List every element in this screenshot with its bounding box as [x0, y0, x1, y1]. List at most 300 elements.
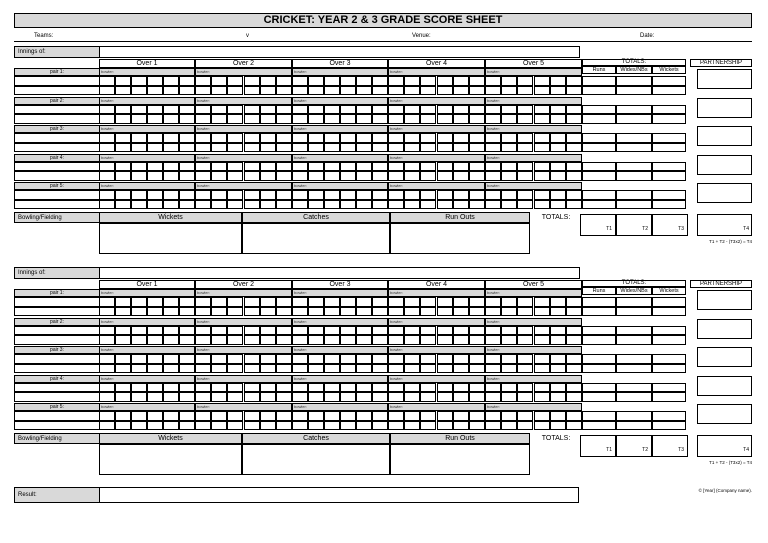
inn2-ball-cell-5-3-0-4[interactable] [356, 411, 372, 421]
inn2-ball-cell-1-5-0-2[interactable] [517, 297, 533, 307]
inn2-ball-cell-1-3-0-1[interactable] [308, 297, 324, 307]
inn1-ball-cell-5-5-1-4[interactable] [550, 200, 566, 210]
inn2-ball-cell-5-4-1-3[interactable] [437, 421, 453, 431]
inn1-batter-a-1[interactable] [14, 76, 100, 86]
inn1-ball-cell-1-4-1-1[interactable] [404, 86, 420, 96]
inn2-ball-cell-2-3-1-5[interactable] [372, 335, 388, 345]
inn1-ball-cell-5-4-1-2[interactable] [420, 200, 436, 210]
inn1-ball-cell-3-5-0-1[interactable] [501, 133, 517, 143]
inn1-ball-cell-3-1-0-0[interactable] [99, 133, 115, 143]
inn2-ball-cell-2-2-1-5[interactable] [276, 335, 292, 345]
inn1-ball-cell-4-5-1-4[interactable] [550, 171, 566, 181]
inn2-batter-a-1[interactable] [14, 297, 100, 307]
inn2-ball-cell-4-4-1-2[interactable] [420, 392, 436, 402]
inn2-ball-cell-3-2-1-0[interactable] [195, 364, 211, 374]
inn1-total-b-2-0[interactable] [582, 114, 616, 124]
inn1-ball-cell-4-5-0-1[interactable] [501, 162, 517, 172]
inn1-ball-cell-2-3-0-4[interactable] [356, 105, 372, 115]
inn1-ball-cell-1-5-1-3[interactable] [534, 86, 550, 96]
inn1-ball-cell-3-3-1-3[interactable] [340, 143, 356, 153]
inn2-ball-cell-3-5-0-4[interactable] [550, 354, 566, 364]
inn2-ball-cell-2-2-0-1[interactable] [211, 326, 227, 336]
inn1-ball-cell-1-1-0-0[interactable] [99, 76, 115, 86]
inn1-ball-cell-2-5-0-4[interactable] [550, 105, 566, 115]
inn1-ball-cell-5-5-1-5[interactable] [566, 200, 582, 210]
inn2-ball-cell-1-1-1-1[interactable] [115, 307, 131, 317]
inn2-total-b-1-0[interactable] [582, 307, 616, 317]
inn1-ball-cell-4-3-1-2[interactable] [324, 171, 340, 181]
inn1-ball-cell-2-1-0-3[interactable] [147, 105, 163, 115]
inn1-total-b-5-1[interactable] [616, 200, 652, 210]
inn1-ball-cell-3-1-0-1[interactable] [115, 133, 131, 143]
inn1-ball-cell-3-5-1-2[interactable] [517, 143, 533, 153]
inn2-total-b-3-2[interactable] [652, 364, 686, 374]
inn1-ball-cell-1-5-1-2[interactable] [517, 86, 533, 96]
inn2-ball-cell-5-2-0-2[interactable] [227, 411, 243, 421]
inn2-total-a-3-1[interactable] [616, 354, 652, 364]
inn1-ball-cell-5-1-0-0[interactable] [99, 190, 115, 200]
inn1-ball-cell-1-4-1-2[interactable] [420, 86, 436, 96]
inn1-ball-cell-3-3-0-0[interactable] [292, 133, 308, 143]
inn1-ball-cell-5-3-1-3[interactable] [340, 200, 356, 210]
inn1-ball-cell-2-5-1-4[interactable] [550, 114, 566, 124]
inn2-ball-cell-4-5-1-4[interactable] [550, 392, 566, 402]
inn2-ball-cell-3-5-1-2[interactable] [517, 364, 533, 374]
inn2-ball-cell-4-2-0-5[interactable] [276, 383, 292, 393]
inn1-ball-cell-4-2-0-2[interactable] [227, 162, 243, 172]
inn2-ball-cell-1-1-0-2[interactable] [131, 297, 147, 307]
inn1-total-a-3-1[interactable] [616, 133, 652, 143]
inn1-ball-cell-5-2-0-3[interactable] [244, 190, 260, 200]
inn2-ball-cell-1-2-0-4[interactable] [260, 297, 276, 307]
inn1-ball-cell-3-3-0-1[interactable] [308, 133, 324, 143]
inn2-ball-cell-5-5-1-0[interactable] [485, 421, 501, 431]
inn1-ball-cell-1-2-0-0[interactable] [195, 76, 211, 86]
inn2-ball-cell-1-4-1-5[interactable] [469, 307, 485, 317]
inn1-ball-cell-3-2-0-1[interactable] [211, 133, 227, 143]
inn1-ball-cell-1-2-1-5[interactable] [276, 86, 292, 96]
inn1-ball-cell-4-4-1-3[interactable] [437, 171, 453, 181]
inn2-batter-b-3[interactable] [14, 364, 100, 374]
inn1-ball-cell-1-2-1-0[interactable] [195, 86, 211, 96]
inn2-ball-cell-3-4-0-2[interactable] [420, 354, 436, 364]
inn1-ball-cell-4-4-1-1[interactable] [404, 171, 420, 181]
inn2-batter-a-4[interactable] [14, 383, 100, 393]
inn2-ball-cell-3-1-0-3[interactable] [147, 354, 163, 364]
inn1-ball-cell-1-2-1-4[interactable] [260, 86, 276, 96]
inn2-ball-cell-5-5-0-4[interactable] [550, 411, 566, 421]
inn1-ball-cell-3-1-1-0[interactable] [99, 143, 115, 153]
inn2-ball-cell-5-3-1-3[interactable] [340, 421, 356, 431]
inn2-ball-cell-1-5-1-4[interactable] [550, 307, 566, 317]
inn1-ball-cell-3-4-1-3[interactable] [437, 143, 453, 153]
inn1-ball-cell-3-2-1-2[interactable] [227, 143, 243, 153]
inn2-ball-cell-4-1-0-5[interactable] [179, 383, 195, 393]
inn2-ball-cell-5-2-0-1[interactable] [211, 411, 227, 421]
inn1-ball-cell-5-3-0-0[interactable] [292, 190, 308, 200]
inn1-ball-cell-3-2-1-5[interactable] [276, 143, 292, 153]
inn1-ball-cell-4-5-1-2[interactable] [517, 171, 533, 181]
inn2-ball-cell-5-2-0-0[interactable] [195, 411, 211, 421]
inn1-ball-cell-3-5-0-0[interactable] [485, 133, 501, 143]
inn1-ball-cell-3-1-1-1[interactable] [115, 143, 131, 153]
inn1-ball-cell-4-3-0-4[interactable] [356, 162, 372, 172]
inn1-ball-cell-5-1-0-4[interactable] [163, 190, 179, 200]
inn1-ball-cell-4-5-1-3[interactable] [534, 171, 550, 181]
inn1-ball-cell-4-1-1-3[interactable] [147, 171, 163, 181]
inn1-ball-cell-2-1-1-3[interactable] [147, 114, 163, 124]
inn1-total-b-5-0[interactable] [582, 200, 616, 210]
inn2-ball-cell-5-4-1-0[interactable] [388, 421, 404, 431]
inn1-ball-cell-1-1-0-5[interactable] [179, 76, 195, 86]
inn1-ball-cell-2-4-0-0[interactable] [388, 105, 404, 115]
inn1-ball-cell-4-3-1-4[interactable] [356, 171, 372, 181]
inn2-ball-cell-1-4-0-0[interactable] [388, 297, 404, 307]
inn1-ball-cell-1-3-0-2[interactable] [324, 76, 340, 86]
inn1-ball-cell-2-5-1-2[interactable] [517, 114, 533, 124]
inn1-ball-cell-5-2-1-3[interactable] [244, 200, 260, 210]
inn2-ball-cell-2-5-0-4[interactable] [550, 326, 566, 336]
inn1-ball-cell-3-2-0-4[interactable] [260, 133, 276, 143]
inn1-ball-cell-3-3-0-2[interactable] [324, 133, 340, 143]
inn2-ball-cell-2-2-1-3[interactable] [244, 335, 260, 345]
inn2-ball-cell-4-4-0-4[interactable] [453, 383, 469, 393]
inn1-ball-cell-4-4-0-2[interactable] [420, 162, 436, 172]
inn2-ball-cell-2-5-0-1[interactable] [501, 326, 517, 336]
inn1-ball-cell-5-4-1-1[interactable] [404, 200, 420, 210]
inn2-ball-cell-2-1-1-2[interactable] [131, 335, 147, 345]
inn2-ball-cell-1-1-0-3[interactable] [147, 297, 163, 307]
inn2-batter-a-2[interactable] [14, 326, 100, 336]
inn2-ball-cell-3-3-0-4[interactable] [356, 354, 372, 364]
inn2-ball-cell-3-2-1-1[interactable] [211, 364, 227, 374]
inn1-ball-cell-1-1-1-3[interactable] [147, 86, 163, 96]
inn2-ball-cell-3-3-0-0[interactable] [292, 354, 308, 364]
inn2-ball-cell-5-3-1-1[interactable] [308, 421, 324, 431]
inn1-ball-cell-3-2-1-4[interactable] [260, 143, 276, 153]
inn2-ball-cell-1-2-1-4[interactable] [260, 307, 276, 317]
inn1-ball-cell-4-3-1-5[interactable] [372, 171, 388, 181]
inn2-ball-cell-3-2-0-5[interactable] [276, 354, 292, 364]
inn1-ball-cell-5-3-1-5[interactable] [372, 200, 388, 210]
inn1-ball-cell-1-2-0-5[interactable] [276, 76, 292, 86]
inn1-ball-cell-5-4-0-5[interactable] [469, 190, 485, 200]
inn1-ball-cell-2-1-1-5[interactable] [179, 114, 195, 124]
inn1-ball-cell-5-4-0-4[interactable] [453, 190, 469, 200]
inn2-ball-cell-1-5-1-0[interactable] [485, 307, 501, 317]
inn2-ball-cell-2-1-0-0[interactable] [99, 326, 115, 336]
inn1-ball-cell-2-2-1-3[interactable] [244, 114, 260, 124]
inn2-total-a-5-1[interactable] [616, 411, 652, 421]
inn1-ball-cell-2-4-0-2[interactable] [420, 105, 436, 115]
inn1-ball-cell-2-2-1-2[interactable] [227, 114, 243, 124]
inn2-ball-cell-1-2-0-5[interactable] [276, 297, 292, 307]
inn2-total-b-2-2[interactable] [652, 335, 686, 345]
inn2-ball-cell-1-3-0-0[interactable] [292, 297, 308, 307]
inn2-ball-cell-1-3-1-0[interactable] [292, 307, 308, 317]
inn2-ball-cell-5-3-0-1[interactable] [308, 411, 324, 421]
inn2-ball-cell-5-1-1-4[interactable] [163, 421, 179, 431]
inn2-ball-cell-3-1-1-2[interactable] [131, 364, 147, 374]
inn1-ball-cell-5-1-1-2[interactable] [131, 200, 147, 210]
inn2-ball-cell-1-5-0-0[interactable] [485, 297, 501, 307]
inn2-ball-cell-1-4-0-1[interactable] [404, 297, 420, 307]
inn1-total-a-3-2[interactable] [652, 133, 686, 143]
inn1-ball-cell-4-1-0-2[interactable] [131, 162, 147, 172]
inn1-ball-cell-5-2-1-2[interactable] [227, 200, 243, 210]
inn1-ball-cell-4-1-1-0[interactable] [99, 171, 115, 181]
inn2-ball-cell-1-4-0-5[interactable] [469, 297, 485, 307]
inn1-ball-cell-5-3-0-3[interactable] [340, 190, 356, 200]
inn2-ball-cell-5-4-0-5[interactable] [469, 411, 485, 421]
inn2-ball-cell-4-4-0-1[interactable] [404, 383, 420, 393]
inn2-partnership-box-2[interactable] [697, 319, 752, 339]
inn2-ball-cell-1-4-1-3[interactable] [437, 307, 453, 317]
inn2-ball-cell-2-5-1-2[interactable] [517, 335, 533, 345]
inn2-ball-cell-1-5-1-3[interactable] [534, 307, 550, 317]
inn2-ball-cell-5-2-0-5[interactable] [276, 411, 292, 421]
inn2-ball-cell-2-5-1-4[interactable] [550, 335, 566, 345]
inn1-total-a-4-1[interactable] [616, 162, 652, 172]
inn1-ball-cell-4-4-1-2[interactable] [420, 171, 436, 181]
inn1-ball-cell-2-2-1-4[interactable] [260, 114, 276, 124]
inn1-batter-b-2[interactable] [14, 114, 100, 124]
inn1-ball-cell-4-5-0-5[interactable] [566, 162, 582, 172]
inn2-ball-cell-1-2-1-1[interactable] [211, 307, 227, 317]
inn1-ball-cell-5-5-1-0[interactable] [485, 200, 501, 210]
inn2-ball-cell-1-3-1-1[interactable] [308, 307, 324, 317]
inn1-ball-cell-3-5-0-5[interactable] [566, 133, 582, 143]
inn1-ball-cell-3-5-0-2[interactable] [517, 133, 533, 143]
inn2-ball-cell-5-1-0-0[interactable] [99, 411, 115, 421]
inn1-ball-cell-1-1-0-2[interactable] [131, 76, 147, 86]
inn1-total-a-3-0[interactable] [582, 133, 616, 143]
inn2-ball-cell-3-3-1-5[interactable] [372, 364, 388, 374]
inn1-ball-cell-2-2-0-3[interactable] [244, 105, 260, 115]
inn2-ball-cell-3-2-0-2[interactable] [227, 354, 243, 364]
inn2-partnership-box-4[interactable] [697, 376, 752, 396]
inn1-ball-cell-5-2-0-5[interactable] [276, 190, 292, 200]
inn1-ball-cell-5-2-1-5[interactable] [276, 200, 292, 210]
inn2-ball-cell-3-1-0-4[interactable] [163, 354, 179, 364]
inn1-partnership-box-1[interactable] [697, 69, 752, 89]
inn2-ball-cell-2-5-0-5[interactable] [566, 326, 582, 336]
inn1-ball-cell-1-1-0-3[interactable] [147, 76, 163, 86]
inn1-ball-cell-1-5-0-2[interactable] [517, 76, 533, 86]
inn2-ball-cell-1-3-1-5[interactable] [372, 307, 388, 317]
inn1-total-a-1-2[interactable] [652, 76, 686, 86]
inn2-ball-cell-5-5-0-5[interactable] [566, 411, 582, 421]
inn1-ball-cell-3-3-0-3[interactable] [340, 133, 356, 143]
result-field[interactable] [99, 487, 579, 503]
inn2-ball-cell-5-3-0-0[interactable] [292, 411, 308, 421]
inn2-total-b-2-0[interactable] [582, 335, 616, 345]
inn2-ball-cell-4-2-0-1[interactable] [211, 383, 227, 393]
inn2-total-b-4-2[interactable] [652, 392, 686, 402]
inn1-ball-cell-1-3-1-2[interactable] [324, 86, 340, 96]
inn2-ball-cell-3-1-0-2[interactable] [131, 354, 147, 364]
inn1-ball-cell-2-1-0-1[interactable] [115, 105, 131, 115]
inn2-ball-cell-3-1-1-0[interactable] [99, 364, 115, 374]
inn1-ball-cell-2-2-0-5[interactable] [276, 105, 292, 115]
inn2-ball-cell-2-3-0-0[interactable] [292, 326, 308, 336]
inn1-ball-cell-3-2-1-3[interactable] [244, 143, 260, 153]
inn2-ball-cell-3-2-1-5[interactable] [276, 364, 292, 374]
inn1-ball-cell-4-4-0-1[interactable] [404, 162, 420, 172]
inn2-ball-cell-5-2-1-0[interactable] [195, 421, 211, 431]
inn2-ball-cell-2-3-0-5[interactable] [372, 326, 388, 336]
inn1-ball-cell-4-2-1-0[interactable] [195, 171, 211, 181]
inn1-ball-cell-2-1-0-2[interactable] [131, 105, 147, 115]
inn2-total-b-1-1[interactable] [616, 307, 652, 317]
inn1-total-a-5-2[interactable] [652, 190, 686, 200]
inn1-ball-cell-3-1-0-4[interactable] [163, 133, 179, 143]
inn2-ball-cell-4-5-0-5[interactable] [566, 383, 582, 393]
inn2-ball-cell-3-4-1-5[interactable] [469, 364, 485, 374]
inn1-ball-cell-1-3-0-5[interactable] [372, 76, 388, 86]
inn1-ball-cell-1-1-0-1[interactable] [115, 76, 131, 86]
inn2-ball-cell-5-2-0-4[interactable] [260, 411, 276, 421]
inn1-partnership-box-3[interactable] [697, 126, 752, 146]
inn2-ball-cell-1-4-1-0[interactable] [388, 307, 404, 317]
inn1-total-b-4-0[interactable] [582, 171, 616, 181]
inn1-ball-cell-2-3-0-1[interactable] [308, 105, 324, 115]
inn2-ball-cell-2-1-1-3[interactable] [147, 335, 163, 345]
inn1-ball-cell-4-2-1-4[interactable] [260, 171, 276, 181]
inn2-ball-cell-2-1-0-5[interactable] [179, 326, 195, 336]
inn2-ball-cell-1-2-0-0[interactable] [195, 297, 211, 307]
inn2-ball-cell-3-5-0-1[interactable] [501, 354, 517, 364]
inn2-ball-cell-2-4-0-3[interactable] [437, 326, 453, 336]
inn2-total-a-5-2[interactable] [652, 411, 686, 421]
inn1-ball-cell-4-3-0-0[interactable] [292, 162, 308, 172]
inn2-ball-cell-5-1-0-3[interactable] [147, 411, 163, 421]
inn1-ball-cell-5-1-1-1[interactable] [115, 200, 131, 210]
inn2-total-b-5-0[interactable] [582, 421, 616, 431]
inn1-ball-cell-5-2-0-2[interactable] [227, 190, 243, 200]
inn1-ball-cell-3-5-1-1[interactable] [501, 143, 517, 153]
inn2-ball-cell-2-2-1-0[interactable] [195, 335, 211, 345]
inn2-partnership-box-5[interactable] [697, 404, 752, 424]
inn2-ball-cell-2-5-1-3[interactable] [534, 335, 550, 345]
inn1-ball-cell-2-3-0-5[interactable] [372, 105, 388, 115]
inn2-ball-cell-1-2-0-2[interactable] [227, 297, 243, 307]
inn2-ball-cell-5-2-1-5[interactable] [276, 421, 292, 431]
inn1-ball-cell-4-3-0-5[interactable] [372, 162, 388, 172]
inn2-total-a-5-0[interactable] [582, 411, 616, 421]
inn2-total-b-5-2[interactable] [652, 421, 686, 431]
inn1-ball-cell-5-3-1-1[interactable] [308, 200, 324, 210]
inn2-ball-cell-4-5-0-1[interactable] [501, 383, 517, 393]
inn2-ball-cell-4-4-1-1[interactable] [404, 392, 420, 402]
inn2-ball-cell-4-3-0-5[interactable] [372, 383, 388, 393]
inn1-ball-cell-1-5-0-5[interactable] [566, 76, 582, 86]
inn1-partnership-box-5[interactable] [697, 183, 752, 203]
inn2-ball-cell-3-1-1-3[interactable] [147, 364, 163, 374]
inn1-ball-cell-4-5-1-1[interactable] [501, 171, 517, 181]
inn2-ball-cell-1-2-1-0[interactable] [195, 307, 211, 317]
inn2-ball-cell-3-5-0-0[interactable] [485, 354, 501, 364]
inn1-batter-b-5[interactable] [14, 200, 100, 210]
inn2-ball-cell-4-2-1-2[interactable] [227, 392, 243, 402]
inn2-ball-cell-5-4-1-4[interactable] [453, 421, 469, 431]
inn2-ball-cell-3-3-1-3[interactable] [340, 364, 356, 374]
inn2-fielding-box-1[interactable] [242, 444, 390, 475]
inn2-ball-cell-5-5-0-1[interactable] [501, 411, 517, 421]
inn1-ball-cell-5-4-1-4[interactable] [453, 200, 469, 210]
inn1-ball-cell-1-5-0-1[interactable] [501, 76, 517, 86]
inn2-ball-cell-3-4-1-2[interactable] [420, 364, 436, 374]
inn1-ball-cell-2-3-0-3[interactable] [340, 105, 356, 115]
inn1-ball-cell-4-3-0-2[interactable] [324, 162, 340, 172]
inn1-ball-cell-2-5-0-1[interactable] [501, 105, 517, 115]
inn1-ball-cell-3-3-1-2[interactable] [324, 143, 340, 153]
inn2-ball-cell-5-3-1-2[interactable] [324, 421, 340, 431]
inn2-ball-cell-4-5-1-1[interactable] [501, 392, 517, 402]
inn2-total-a-2-0[interactable] [582, 326, 616, 336]
inn2-ball-cell-2-3-1-1[interactable] [308, 335, 324, 345]
inn1-total-b-1-2[interactable] [652, 86, 686, 96]
inn1-ball-cell-5-1-0-5[interactable] [179, 190, 195, 200]
inn2-ball-cell-5-1-0-1[interactable] [115, 411, 131, 421]
inn2-ball-cell-3-3-0-5[interactable] [372, 354, 388, 364]
inn2-ball-cell-4-3-1-2[interactable] [324, 392, 340, 402]
inn2-total-a-3-0[interactable] [582, 354, 616, 364]
inn1-ball-cell-4-4-1-0[interactable] [388, 171, 404, 181]
inn2-ball-cell-4-1-1-5[interactable] [179, 392, 195, 402]
inn1-ball-cell-4-5-0-0[interactable] [485, 162, 501, 172]
inn1-ball-cell-4-5-1-0[interactable] [485, 171, 501, 181]
inn2-ball-cell-1-3-1-2[interactable] [324, 307, 340, 317]
inn1-ball-cell-4-1-1-4[interactable] [163, 171, 179, 181]
inn1-ball-cell-4-1-0-4[interactable] [163, 162, 179, 172]
inn1-ball-cell-2-1-0-0[interactable] [99, 105, 115, 115]
inn1-total-a-2-2[interactable] [652, 105, 686, 115]
inn1-ball-cell-5-3-0-5[interactable] [372, 190, 388, 200]
inn1-ball-cell-3-5-0-3[interactable] [534, 133, 550, 143]
inn2-ball-cell-4-5-1-3[interactable] [534, 392, 550, 402]
inn2-total-b-5-1[interactable] [616, 421, 652, 431]
inn2-ball-cell-3-4-1-1[interactable] [404, 364, 420, 374]
inn1-ball-cell-1-4-1-4[interactable] [453, 86, 469, 96]
inn2-batter-a-3[interactable] [14, 354, 100, 364]
inn1-ball-cell-4-5-0-3[interactable] [534, 162, 550, 172]
inn2-ball-cell-3-5-1-4[interactable] [550, 364, 566, 374]
inn1-ball-cell-2-4-1-4[interactable] [453, 114, 469, 124]
inn1-ball-cell-1-5-0-4[interactable] [550, 76, 566, 86]
inn1-ball-cell-1-4-0-0[interactable] [388, 76, 404, 86]
inn1-ball-cell-3-4-0-4[interactable] [453, 133, 469, 143]
inn2-ball-cell-1-2-1-2[interactable] [227, 307, 243, 317]
inn1-ball-cell-5-1-1-4[interactable] [163, 200, 179, 210]
inn2-ball-cell-5-2-0-3[interactable] [244, 411, 260, 421]
inn2-ball-cell-5-4-0-0[interactable] [388, 411, 404, 421]
inn1-ball-cell-4-1-0-1[interactable] [115, 162, 131, 172]
inn2-ball-cell-2-4-0-2[interactable] [420, 326, 436, 336]
inn2-ball-cell-2-5-1-0[interactable] [485, 335, 501, 345]
inn2-ball-cell-2-1-1-0[interactable] [99, 335, 115, 345]
inn1-ball-cell-1-3-1-1[interactable] [308, 86, 324, 96]
inn1-ball-cell-3-4-1-1[interactable] [404, 143, 420, 153]
inn1-ball-cell-3-4-1-5[interactable] [469, 143, 485, 153]
inn1-ball-cell-3-4-0-2[interactable] [420, 133, 436, 143]
inn1-ball-cell-1-2-0-2[interactable] [227, 76, 243, 86]
inn1-ball-cell-4-1-0-0[interactable] [99, 162, 115, 172]
inn2-ball-cell-2-1-0-2[interactable] [131, 326, 147, 336]
inn1-ball-cell-2-3-0-0[interactable] [292, 105, 308, 115]
inn2-ball-cell-5-2-1-3[interactable] [244, 421, 260, 431]
inn1-ball-cell-1-3-0-0[interactable] [292, 76, 308, 86]
